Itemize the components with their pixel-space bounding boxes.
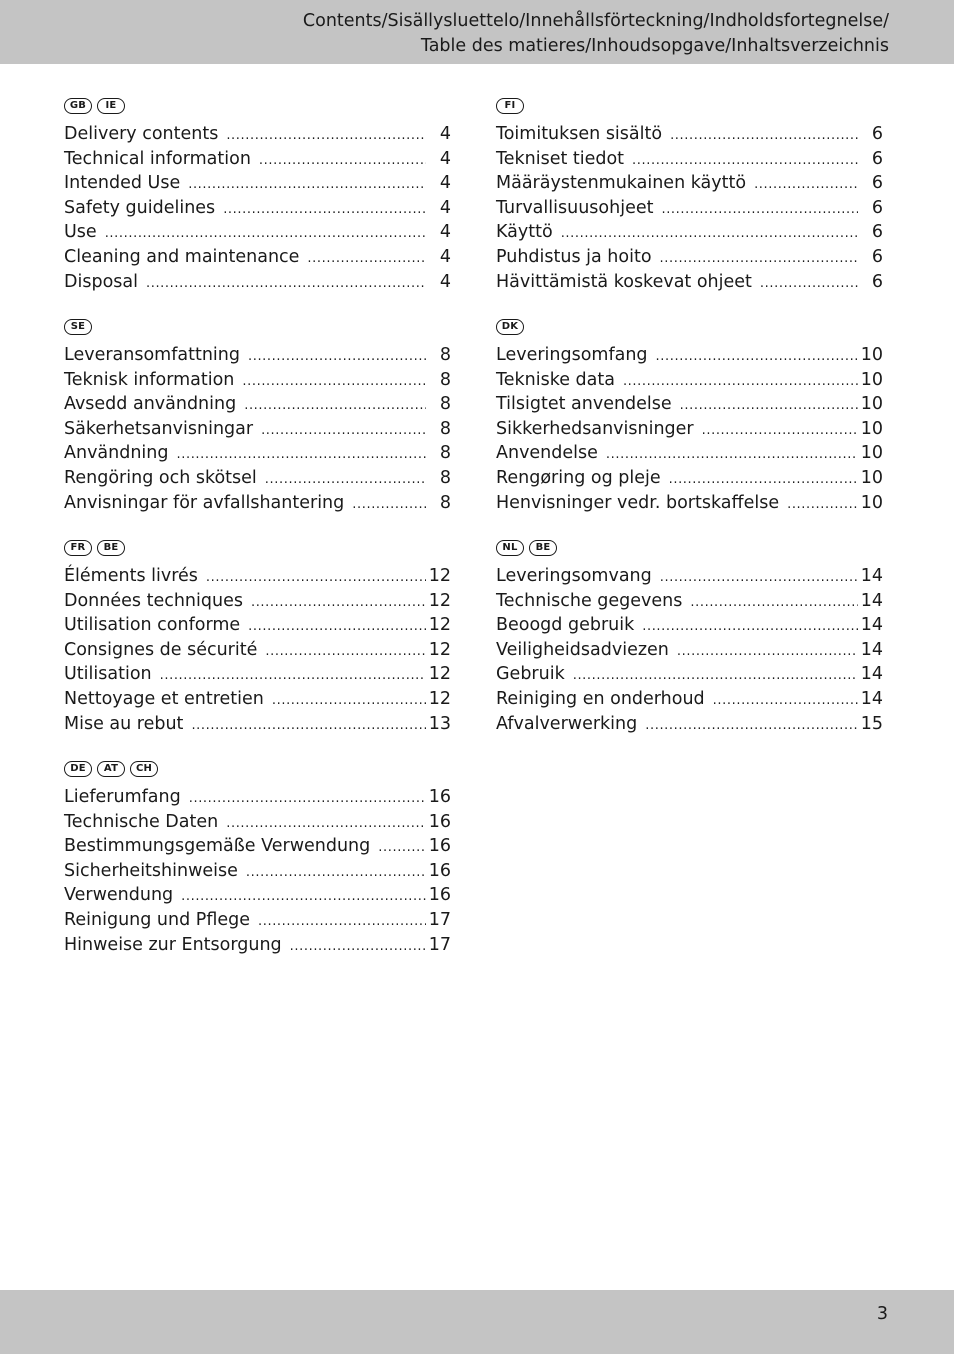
toc-entry-page: 14 [860, 688, 883, 709]
toc-entry-page: 4 [439, 148, 451, 169]
toc-entry-page: 15 [860, 713, 883, 734]
dot-leader [177, 443, 427, 468]
country-badge-ch: CH [130, 761, 158, 777]
toc-entry-page: 6 [871, 222, 883, 243]
toc-entry-page: 6 [871, 173, 883, 194]
country-badge-de: DE [64, 761, 92, 777]
toc-entry[interactable] [496, 417, 883, 442]
toc-entry-page: 10 [860, 467, 883, 488]
toc-entry-page: 14 [860, 615, 883, 636]
dot-leader [352, 493, 426, 518]
toc-entry[interactable] [64, 220, 451, 245]
toc-entry-label: Technische gegevens [496, 590, 683, 611]
dot-leader [251, 591, 426, 616]
dot-leader [760, 272, 858, 297]
dot-leader [656, 345, 858, 370]
country-badge-dk: DK [496, 319, 524, 335]
dot-leader [258, 910, 426, 935]
country-badge-fi: FI [496, 98, 524, 114]
toc-entry-label: Gebruik [496, 664, 565, 685]
dot-leader [248, 615, 426, 640]
toc-entry-label: Säkerhetsanvisningar [64, 418, 254, 439]
dot-leader [146, 272, 426, 297]
dot-leader [670, 124, 858, 149]
dot-leader [290, 935, 426, 960]
dot-leader [680, 394, 858, 419]
toc-entry-label: Käyttö [496, 222, 553, 243]
toc-entry-label: Sicherheitshinweise [64, 860, 238, 881]
country-badge-be: BE [97, 540, 125, 556]
toc-entry[interactable] [64, 466, 451, 491]
toc-entry-label: Rengøring og pleje [496, 467, 661, 488]
toc-entry-page: 16 [428, 860, 451, 881]
toc-entry[interactable] [64, 834, 451, 859]
toc-section-nl [496, 536, 883, 736]
dot-leader [259, 149, 426, 174]
toc-entry-label: Leveringsomvang [496, 566, 652, 586]
toc-entry[interactable] [496, 662, 883, 687]
toc-entry[interactable] [64, 417, 451, 442]
dot-leader [226, 812, 425, 837]
dot-leader [660, 566, 858, 591]
dot-leader [645, 714, 857, 739]
toc-entry-page: 16 [428, 836, 451, 857]
toc-section-de [64, 757, 451, 957]
toc-section-dk [496, 315, 883, 515]
dot-leader [606, 443, 858, 468]
toc-entry-label: Données techniques [64, 590, 243, 611]
toc-entry-label: Éléments livrés [64, 566, 198, 586]
dot-leader [265, 640, 425, 665]
toc-entry-page: 12 [428, 688, 451, 709]
toc-entry[interactable] [64, 933, 451, 958]
toc-entry-label: Leveringsomfang [496, 345, 648, 365]
country-badge-at: AT [97, 761, 125, 777]
dot-leader [181, 885, 426, 910]
dot-leader [661, 198, 858, 223]
toc-entry-label: Beoogd gebruik [496, 615, 635, 636]
toc-entry-page: 6 [871, 124, 883, 144]
toc-entry-label: Mise au rebut [64, 713, 184, 734]
toc-entry-label: Sikkerhedsanvisninger [496, 418, 694, 439]
toc-entry[interactable] [496, 270, 883, 295]
toc-entry-label: Cleaning and maintenance [64, 246, 300, 267]
dot-leader [226, 124, 426, 149]
toc-entry-label: Avsedd användning [64, 394, 237, 415]
toc-entry-label: Määräystenmukainen käyttö [496, 173, 747, 194]
toc-entry-page: 10 [860, 492, 883, 513]
toc-entry[interactable] [496, 245, 883, 270]
toc-entry-page: 6 [871, 197, 883, 218]
toc-entry-label: Veiligheidsadviezen [496, 639, 669, 660]
dot-leader [188, 173, 426, 198]
toc-entry-label: Henvisninger vedr. bortskaffelse [496, 492, 780, 513]
toc-entry-page: 12 [428, 639, 451, 660]
dot-leader [690, 591, 857, 616]
toc-entry[interactable] [496, 368, 883, 393]
toc-entry-page: 12 [428, 566, 451, 586]
toc-section-gb [64, 94, 451, 294]
dot-leader [573, 664, 858, 689]
toc-entry-label: Hävittämistä koskevat ohjeet [496, 271, 752, 292]
country-badges [64, 536, 451, 560]
country-badge-se: SE [64, 319, 92, 335]
toc-entry-label: Disposal [64, 271, 138, 292]
toc-entry[interactable] [64, 368, 451, 393]
toc-entry-page: 10 [860, 443, 883, 464]
toc-entry-label: Tekniset tiedot [496, 148, 625, 169]
country-badges [496, 536, 883, 560]
toc-entry-label: Nettoyage et entretien [64, 688, 264, 709]
toc-entry[interactable] [64, 712, 451, 737]
toc-entry[interactable] [496, 613, 883, 638]
toc-entry[interactable] [64, 613, 451, 638]
toc-entry-label: Utilisation [64, 664, 152, 685]
toc-entry-label: Reinigung und Pflege [64, 909, 250, 930]
toc-entry-label: Användning [64, 443, 169, 464]
toc-entry-page: 13 [428, 713, 451, 734]
toc-entry[interactable] [64, 171, 451, 196]
toc-entry[interactable] [64, 883, 451, 908]
dot-leader [378, 836, 425, 861]
toc-entry-page: 8 [439, 443, 451, 464]
toc-entry-label: Bestimmungsgemäße Verwendung [64, 836, 371, 857]
toc-entry-label: Anvisningar för avfallshantering [64, 492, 345, 513]
toc-entry-label: Technische Daten [64, 811, 219, 832]
toc-entry[interactable] [64, 810, 451, 835]
toc-entry-label: Safety guidelines [64, 197, 216, 218]
page-footer [0, 1290, 954, 1354]
toc-entry-page: 8 [439, 394, 451, 415]
dot-leader [632, 149, 858, 174]
dot-leader [105, 222, 426, 247]
country-badge-fr: FR [64, 540, 92, 556]
toc-entry-label: Reiniging en onderhoud [496, 688, 705, 709]
dot-leader [242, 370, 426, 395]
country-badge-ie: IE [97, 98, 125, 114]
toc-entry[interactable] [64, 392, 451, 417]
dot-leader [669, 468, 858, 493]
dot-leader [248, 345, 426, 370]
toc-entry-label: Turvallisuusohjeet [496, 197, 654, 218]
dot-leader [642, 615, 857, 640]
toc-entry-page: 10 [860, 394, 883, 415]
dot-leader [272, 689, 426, 714]
toc-section-se [64, 315, 451, 515]
toc-entry-label: Delivery contents [64, 124, 219, 144]
toc-entry[interactable] [496, 712, 883, 737]
toc-entry-page: 17 [428, 934, 451, 955]
toc-entry[interactable] [64, 147, 451, 172]
toc-entry-label: Tilsigtet anvendelse [496, 394, 672, 415]
page-number: 3 [876, 1304, 888, 1324]
toc-entry-page: 16 [428, 787, 451, 807]
country-badge-gb: GB [64, 98, 92, 114]
toc-entry-label: Intended Use [64, 173, 181, 194]
country-badge-be: BE [529, 540, 557, 556]
dot-leader [189, 787, 426, 812]
dot-leader [623, 370, 858, 395]
toc-entry-label: Toimituksen sisältö [496, 124, 663, 144]
dot-leader [223, 198, 426, 223]
toc-entry[interactable] [496, 220, 883, 245]
toc-entry[interactable] [64, 122, 451, 147]
toc-entry[interactable] [64, 491, 451, 516]
toc-entry[interactable] [64, 859, 451, 884]
toc-entry[interactable] [64, 687, 451, 712]
toc-entry[interactable] [496, 491, 883, 516]
toc-entry-label: Verwendung [64, 885, 174, 906]
toc-entry[interactable] [64, 245, 451, 270]
toc-entry[interactable] [64, 564, 451, 589]
toc-entry[interactable] [64, 589, 451, 614]
toc-entry[interactable] [496, 466, 883, 491]
dot-leader [660, 247, 858, 272]
toc-entry-label: Utilisation conforme [64, 615, 241, 636]
page-header [0, 0, 954, 64]
title-line-2: Table des matieres/Inhoudsopgave/Inhaltsverzeichnis [420, 36, 889, 56]
dot-leader [702, 419, 858, 444]
toc-entry[interactable] [64, 441, 451, 466]
toc-entry-page: 8 [439, 369, 451, 390]
toc-entry-page: 10 [860, 369, 883, 390]
toc-entry-page: 14 [860, 639, 883, 660]
toc-entry-page: 4 [439, 173, 451, 194]
toc-entry-label: Teknisk information [64, 369, 235, 390]
toc-entry-page: 8 [439, 418, 451, 439]
toc-entry-page: 4 [439, 124, 451, 144]
country-badges [64, 757, 451, 781]
toc-entry[interactable] [496, 392, 883, 417]
toc-entry-page: 6 [871, 271, 883, 292]
toc-entry[interactable] [64, 908, 451, 933]
toc-entry-page: 10 [860, 418, 883, 439]
toc-entry[interactable] [496, 171, 883, 196]
dot-leader [307, 247, 426, 272]
toc-entry-page: 4 [439, 222, 451, 243]
title-line-1: Contents/Sisällysluettelo/Innehållsförteckning/Indholdsfortegnelse/ [302, 11, 889, 31]
toc-entry[interactable] [496, 638, 883, 663]
dot-leader [246, 861, 426, 886]
dot-leader [561, 222, 858, 247]
toc-entry-page: 14 [860, 566, 883, 586]
toc-entry-label: Leveransomfattning [64, 345, 240, 365]
toc-entry-page: 10 [860, 345, 883, 365]
toc-entry-page: 16 [428, 885, 451, 906]
toc-entry-page: 12 [428, 590, 451, 611]
toc-entry[interactable] [496, 564, 883, 589]
toc-entry[interactable] [64, 270, 451, 295]
toc-entry-page: 8 [439, 345, 451, 365]
toc-entry[interactable] [496, 122, 883, 147]
toc-entry-label: Anvendelse [496, 443, 598, 464]
dot-leader [160, 664, 426, 689]
toc-entry-label: Lieferumfang [64, 787, 181, 807]
toc-entry-page: 6 [871, 246, 883, 267]
toc-entry-page: 4 [439, 197, 451, 218]
toc-entry[interactable] [496, 589, 883, 614]
dot-leader [244, 394, 426, 419]
toc-entry[interactable] [496, 343, 883, 368]
toc-entry-page: 8 [439, 467, 451, 488]
toc-section-fr [64, 536, 451, 736]
country-badge-nl: NL [496, 540, 524, 556]
toc-entry-page: 14 [860, 590, 883, 611]
toc-entry-label: Hinweise zur Entsorgung [64, 934, 282, 955]
toc-entry-label: Use [64, 222, 97, 243]
toc-entry[interactable] [64, 196, 451, 221]
toc-entry-label: Consignes de sécurité [64, 639, 258, 660]
dot-leader [191, 714, 425, 739]
dot-leader [713, 689, 858, 714]
toc-entry[interactable] [496, 196, 883, 221]
toc-entry[interactable] [496, 441, 883, 466]
toc-entry-page: 8 [439, 492, 451, 513]
dot-leader [265, 468, 426, 493]
toc-entry[interactable] [496, 687, 883, 712]
country-badges [64, 94, 451, 118]
toc-entry[interactable] [64, 662, 451, 687]
dot-leader [754, 173, 858, 198]
toc-entry-page: 6 [871, 148, 883, 169]
toc-entry-page: 4 [439, 271, 451, 292]
dot-leader [677, 640, 858, 665]
toc-entry-page: 4 [439, 246, 451, 267]
dot-leader [787, 493, 858, 518]
toc-entry[interactable] [496, 147, 883, 172]
toc-entry-label: Tekniske data [496, 369, 615, 390]
toc-entry-page: 12 [428, 664, 451, 685]
toc-entry-label: Rengöring och skötsel [64, 467, 257, 488]
toc-entry-label: Puhdistus ja hoito [496, 246, 652, 267]
toc-entry-label: Technical information [64, 148, 251, 169]
toc-entry[interactable] [64, 785, 451, 810]
toc-section-fi [496, 94, 883, 294]
toc-entry[interactable] [64, 343, 451, 368]
dot-leader [261, 419, 426, 444]
toc-entry[interactable] [64, 638, 451, 663]
dot-leader [206, 566, 426, 591]
toc-entry-page: 16 [428, 811, 451, 832]
toc-entry-page: 14 [860, 664, 883, 685]
toc-entry-page: 17 [428, 909, 451, 930]
country-badges [496, 315, 883, 339]
country-badges [496, 94, 883, 118]
country-badges [64, 315, 451, 339]
page-title [303, 9, 889, 59]
toc-entry-label: Afvalverwerking [496, 713, 638, 734]
toc-entry-page: 12 [428, 615, 451, 636]
